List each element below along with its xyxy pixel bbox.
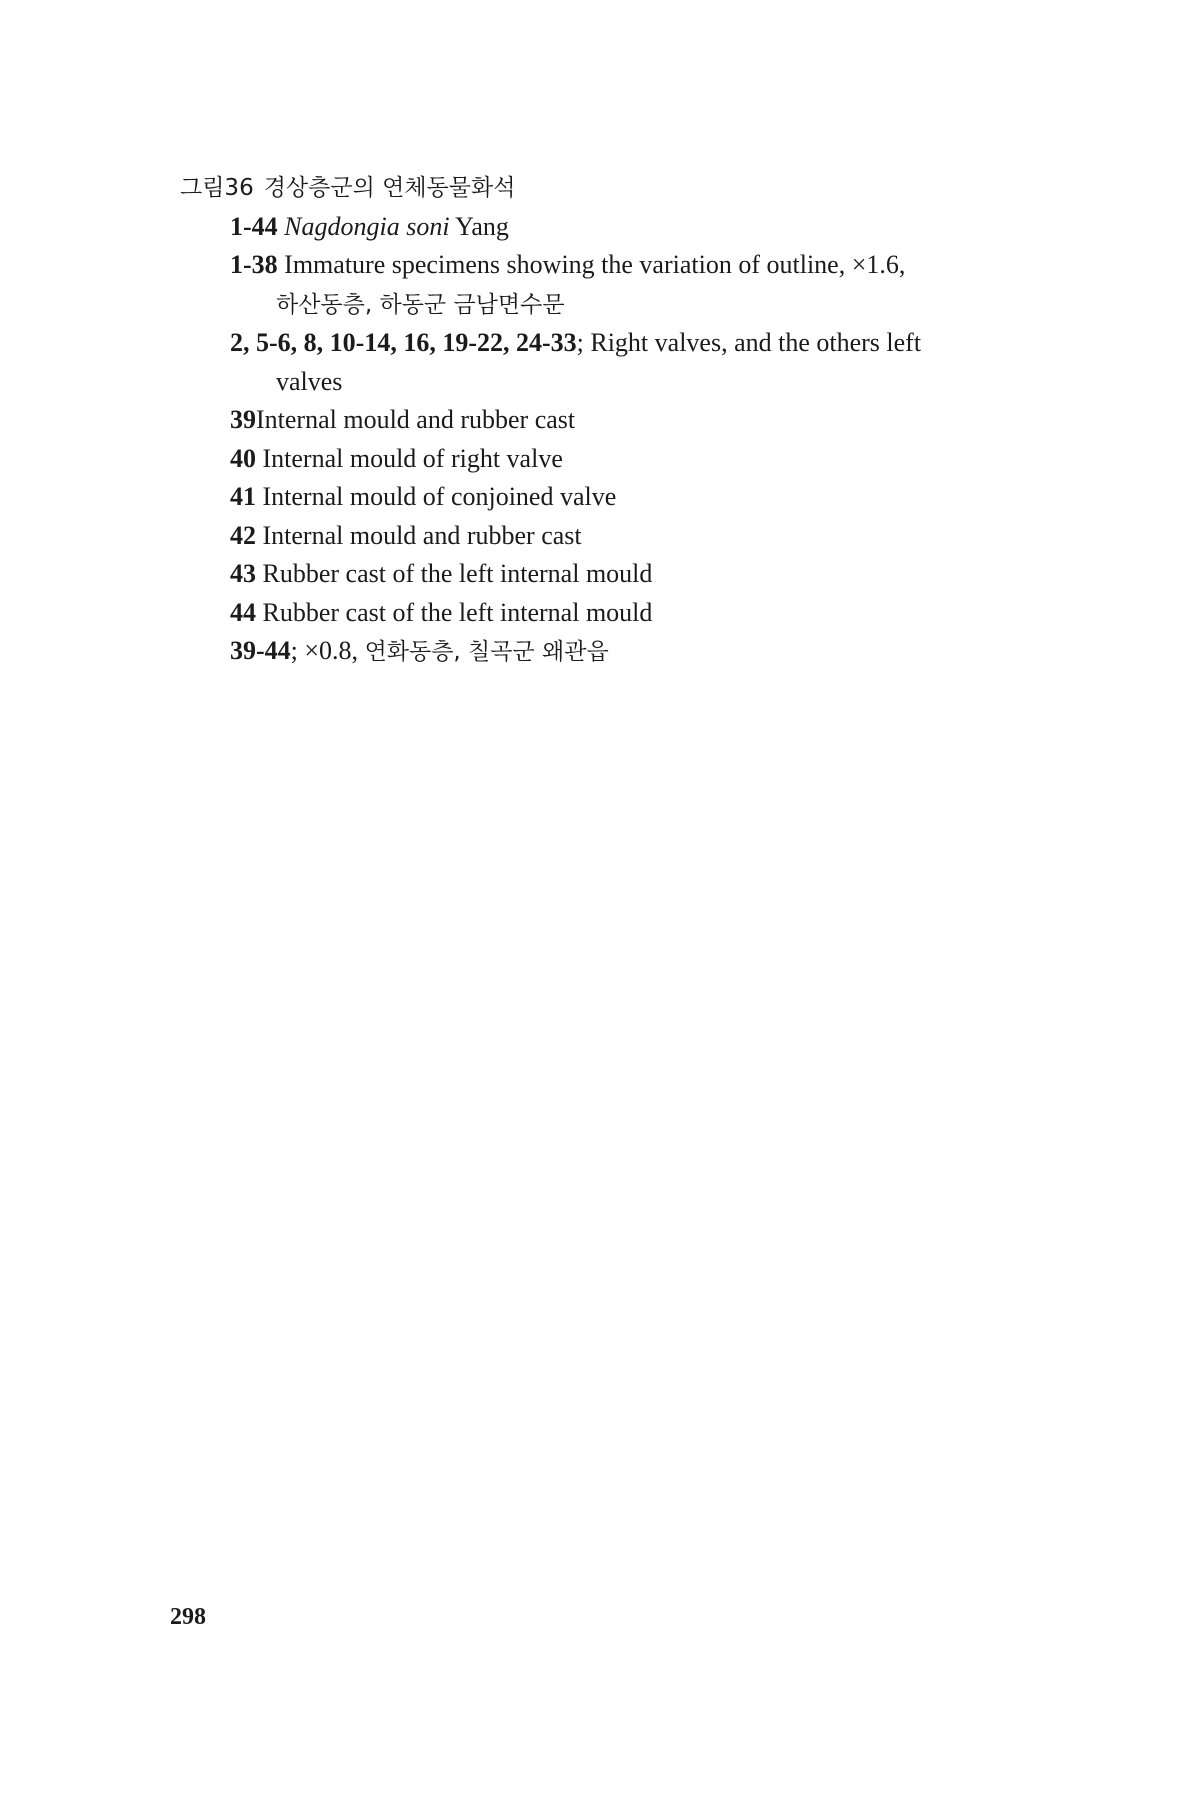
species-range: 1-44: [230, 211, 278, 241]
item-line: [230, 594, 1080, 633]
item-text: Rubber cast of the left internal mould: [262, 559, 653, 588]
figure-caption: [180, 168, 1080, 672]
summary-locality: 연화동층, 칠곡군 왜관읍: [364, 639, 609, 665]
immature-text: Immature specimens showing the variation of outline, ×1.6,: [284, 250, 906, 279]
immature-range: 1-38: [230, 250, 278, 279]
item-number: 40: [230, 443, 256, 473]
species-line: [230, 208, 1080, 247]
right-valves-line: [230, 324, 1080, 363]
figure-title: 경상층군의 연체동물화석: [263, 175, 516, 201]
item-line: [230, 401, 1080, 440]
immature-locality: 하산동층, 하동군 금남면수문: [276, 291, 565, 318]
item-number: 42: [230, 520, 256, 550]
species-name: Nagdongia soni: [284, 211, 450, 241]
item-text: Internal mould of conjoined valve: [262, 482, 617, 511]
summary-line: [230, 632, 1080, 672]
page-number: 298: [170, 1604, 206, 1630]
right-valves-text-cont: valves: [276, 366, 343, 396]
summary-range: 39-44: [230, 636, 291, 665]
immature-line: [230, 246, 1080, 285]
item-line: [230, 517, 1080, 556]
item-text: Internal mould and rubber cast: [256, 405, 576, 434]
caption-title: [180, 168, 1080, 208]
item-number: 44: [230, 597, 256, 627]
item-text: Internal mould and rubber cast: [262, 520, 582, 550]
item-text: Rubber cast of the left internal mould: [262, 597, 653, 627]
item-number: 39: [230, 405, 256, 434]
species-author: Yang: [455, 211, 509, 241]
item-line: [230, 478, 1080, 517]
right-valves-text: ; Right valves, and the others left: [576, 328, 922, 357]
item-number: 43: [230, 559, 256, 588]
right-valves-numbers: 2, 5-6, 8, 10-14, 16, 19-22, 24-33: [230, 328, 577, 357]
immature-locality-line: [276, 285, 1080, 325]
item-number: 41: [230, 482, 256, 511]
item-text: Internal mould of right valve: [262, 443, 563, 473]
item-line: [230, 440, 1080, 479]
figure-label: 그림36: [180, 175, 254, 201]
summary-magnification: ; ×0.8,: [290, 636, 359, 665]
item-line: [230, 555, 1080, 594]
right-valves-cont-line: [276, 363, 1080, 402]
